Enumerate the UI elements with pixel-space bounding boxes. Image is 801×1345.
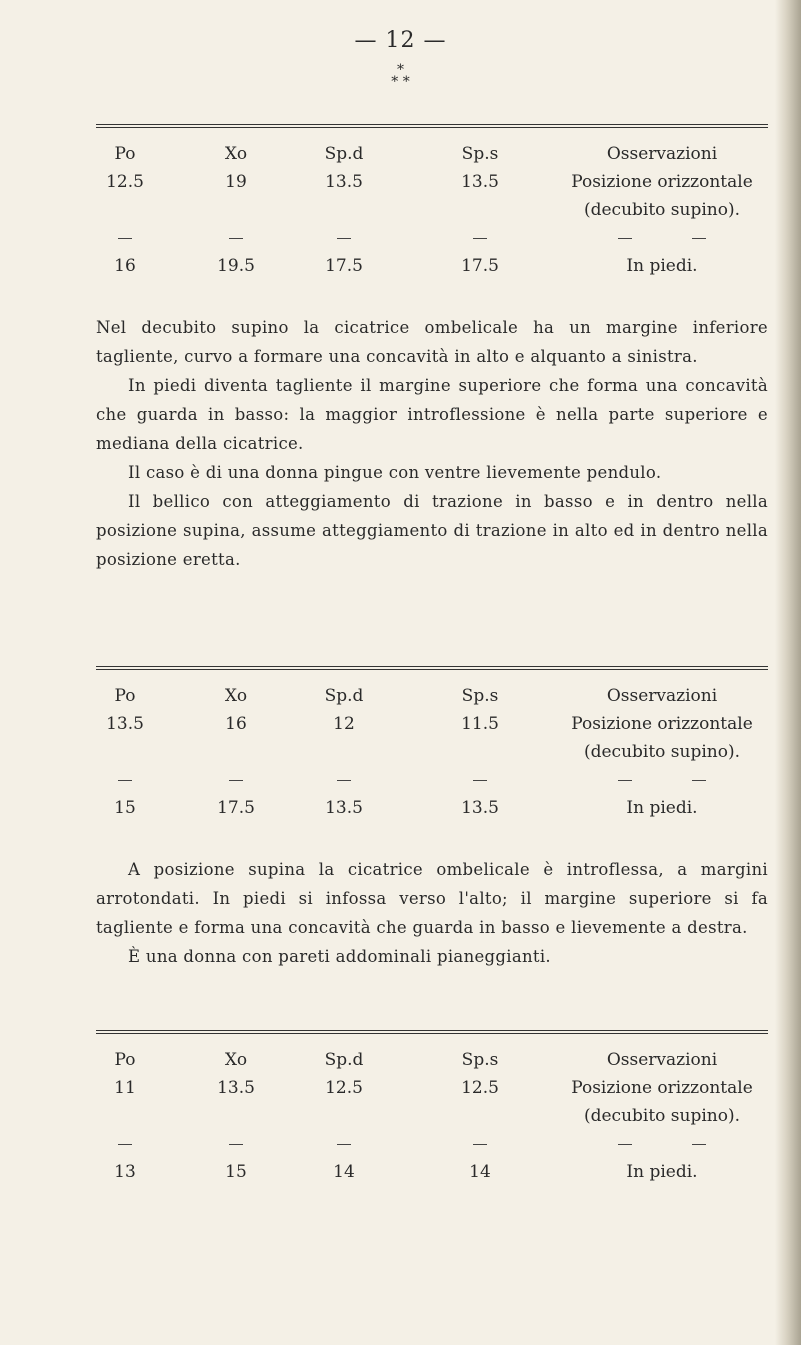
dash-separator-row bbox=[96, 228, 768, 256]
col-header-spd: Sp.d bbox=[324, 686, 364, 706]
col-header-xo: Xo bbox=[224, 686, 248, 706]
measurement-table-3 bbox=[96, 1050, 768, 1190]
cell-observation-continued: (decubito supino). bbox=[583, 742, 741, 762]
cell-observation: Posizione orizzontale bbox=[571, 714, 753, 734]
cell-spd: 17.5 bbox=[325, 256, 363, 276]
cell-po: 13 bbox=[114, 1162, 136, 1182]
cell-xo: 13.5 bbox=[217, 1078, 255, 1098]
measurement-table-1 bbox=[96, 144, 768, 284]
asterism-top: * bbox=[397, 62, 404, 78]
col-header-sps: Sp.s bbox=[461, 144, 499, 164]
commentary-1 bbox=[96, 313, 768, 574]
cell-po: 16 bbox=[114, 256, 136, 276]
cell-xo: 16 bbox=[225, 714, 247, 734]
cell-spd: 13.5 bbox=[325, 172, 363, 192]
table-header-row bbox=[96, 686, 768, 714]
measurement-table-2 bbox=[96, 686, 768, 826]
cell-po: 15 bbox=[114, 798, 136, 818]
table-row-continuation bbox=[96, 200, 768, 228]
cell-sps: 11.5 bbox=[461, 714, 499, 734]
col-header-sps: Sp.s bbox=[461, 686, 499, 706]
cell-spd: 12 bbox=[333, 714, 355, 734]
table-row bbox=[96, 798, 768, 826]
paragraph: In piedi diventa tagliente il margine superiore che forma una concavità che guarda in basso: la maggior introflessione è nella parte superiore e mediana della cicatrice. bbox=[96, 376, 768, 453]
cell-xo: 17.5 bbox=[217, 798, 255, 818]
table-row bbox=[96, 256, 768, 284]
table-row bbox=[96, 1078, 768, 1106]
col-header-observations: Osservazioni bbox=[606, 686, 718, 706]
paragraph: Nel decubito supino la cicatrice ombelicale ha un margine inferiore tagliente, curvo a formare una concavità in alto e alquanto a sinistra. bbox=[96, 318, 768, 366]
cell-sps: 17.5 bbox=[461, 256, 499, 276]
commentary-2 bbox=[96, 855, 768, 971]
cell-observation: In piedi. bbox=[626, 1162, 698, 1182]
asterism-bottom: * * bbox=[391, 74, 410, 90]
table-rule bbox=[96, 666, 768, 670]
dash-separator-row bbox=[96, 1134, 768, 1162]
cell-observation: In piedi. bbox=[626, 256, 698, 276]
cell-observation-continued: (decubito supino). bbox=[583, 200, 741, 220]
cell-observation: Posizione orizzontale bbox=[571, 1078, 753, 1098]
table-row bbox=[96, 1162, 768, 1190]
cell-sps: 14 bbox=[469, 1162, 491, 1182]
col-header-sps: Sp.s bbox=[461, 1050, 499, 1070]
col-header-observations: Osservazioni bbox=[606, 1050, 718, 1070]
table-row-continuation bbox=[96, 1106, 768, 1134]
cell-sps: 13.5 bbox=[461, 172, 499, 192]
cell-po: 11 bbox=[114, 1078, 136, 1098]
paragraph: È una donna con pareti addominali pianeggianti. bbox=[128, 947, 551, 966]
dash-separator-row bbox=[96, 770, 768, 798]
table-row-continuation bbox=[96, 742, 768, 770]
paragraph: Il bellico con atteggiamento di trazione in basso e in dentro nella posizione supina, assume atteggiamento di trazione in alto ed in dentro nella posizione eretta. bbox=[96, 492, 768, 569]
cell-spd: 12.5 bbox=[325, 1078, 363, 1098]
table-row bbox=[96, 714, 768, 742]
page-number: — 12 — bbox=[354, 28, 447, 53]
cell-observation: Posizione orizzontale bbox=[571, 172, 753, 192]
page-edge-shadow bbox=[775, 0, 801, 1345]
cell-observation: In piedi. bbox=[626, 798, 698, 818]
cell-po: 12.5 bbox=[106, 172, 144, 192]
table-header-row bbox=[96, 144, 768, 172]
cell-spd: 13.5 bbox=[325, 798, 363, 818]
col-header-xo: Xo bbox=[224, 1050, 248, 1070]
cell-xo: 15 bbox=[225, 1162, 247, 1182]
cell-spd: 14 bbox=[333, 1162, 355, 1182]
col-header-observations: Osservazioni bbox=[606, 144, 718, 164]
table-rule bbox=[96, 1030, 768, 1034]
cell-xo: 19.5 bbox=[217, 256, 255, 276]
col-header-po: Po bbox=[114, 686, 136, 706]
cell-sps: 13.5 bbox=[461, 798, 499, 818]
col-header-xo: Xo bbox=[224, 144, 248, 164]
cell-xo: 19 bbox=[225, 172, 247, 192]
table-row bbox=[96, 172, 768, 200]
cell-observation-continued: (decubito supino). bbox=[583, 1106, 741, 1126]
table-rule bbox=[96, 124, 768, 128]
paragraph: A posizione supina la cicatrice ombelicale è introflessa, a margini arrotondati. In piedi si infossa verso l'alto; il margine superiore si fa tagliente e forma una concavità che guarda in basso e lievemente a destra. bbox=[96, 860, 768, 937]
col-header-po: Po bbox=[114, 144, 136, 164]
cell-po: 13.5 bbox=[106, 714, 144, 734]
paragraph: Il caso è di una donna pingue con ventre lievemente pendulo. bbox=[128, 463, 662, 482]
col-header-spd: Sp.d bbox=[324, 144, 364, 164]
cell-sps: 12.5 bbox=[461, 1078, 499, 1098]
col-header-po: Po bbox=[114, 1050, 136, 1070]
table-header-row bbox=[96, 1050, 768, 1078]
asterism bbox=[0, 64, 801, 88]
col-header-spd: Sp.d bbox=[324, 1050, 364, 1070]
